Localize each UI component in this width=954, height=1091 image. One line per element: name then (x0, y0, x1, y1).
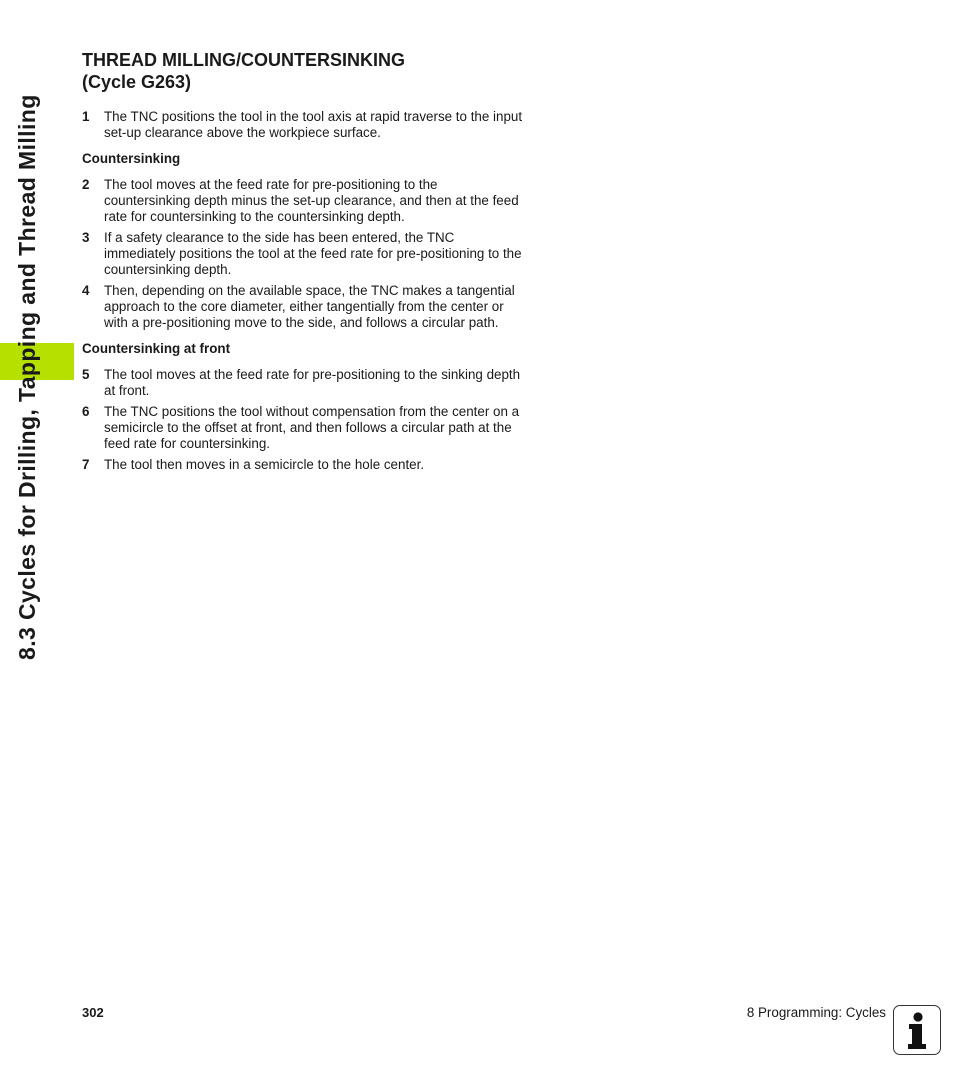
step-item (82, 230, 527, 278)
step-number: 3 (82, 230, 90, 245)
step-number: 7 (82, 457, 90, 472)
step-text: The TNC positions the tool in the tool axis at rapid traverse to the input set-up clearance above the workpiece surface. (104, 109, 523, 140)
title-line-2: (Cycle G263) (82, 72, 192, 92)
step-text: The tool then moves in a semicircle to the hole center. (104, 457, 425, 472)
info-icon (893, 1005, 941, 1055)
procedure-content (82, 109, 527, 478)
step-item (82, 457, 527, 473)
step-text: If a safety clearance to the side has been entered, the TNC immediately positions the tool at the feed rate for pre-positioning to the countersinking depth. (104, 230, 522, 277)
page-number: 302 (82, 1005, 104, 1020)
step-number: 6 (82, 404, 90, 419)
step-number: 2 (82, 177, 90, 192)
step-text: The tool moves at the feed rate for pre-positioning to the sinking depth at front. (104, 367, 521, 398)
info-glyph-icon (894, 1006, 939, 1053)
step-number: 4 (82, 283, 90, 298)
section-side-title: 8.3 Cycles for Drilling, Tapping and Thread Milling (14, 94, 40, 660)
step-text: The TNC positions the tool without compensation from the center on a semicircle to the offset at front, and then follows a circular path at the feed rate for countersinking. (104, 404, 520, 451)
step-number: 5 (82, 367, 90, 382)
step-item (82, 177, 527, 225)
step-text: The tool moves at the feed rate for pre-positioning to the countersinking depth minus the set-up clearance, and then at the feed rate for countersinking to the countersinking depth. (104, 177, 519, 224)
step-item (82, 109, 527, 141)
page-title (82, 49, 542, 93)
step-text: Then, depending on the available space, the TNC makes a tangential approach to the core diameter, either tangentially from the center or with a pre-positioning move to the side, and follows a circular path. (104, 283, 515, 330)
step-item (82, 367, 527, 399)
subheading-countersinking: Countersinking (82, 151, 181, 166)
chapter-footer: 8 Programming: Cycles (746, 1005, 886, 1020)
step-item (82, 283, 527, 331)
step-number: 1 (82, 109, 90, 124)
subheading-countersinking-front: Countersinking at front (82, 341, 231, 356)
step-item (82, 404, 527, 452)
title-line-1: THREAD MILLING/COUNTERSINKING (82, 50, 405, 70)
